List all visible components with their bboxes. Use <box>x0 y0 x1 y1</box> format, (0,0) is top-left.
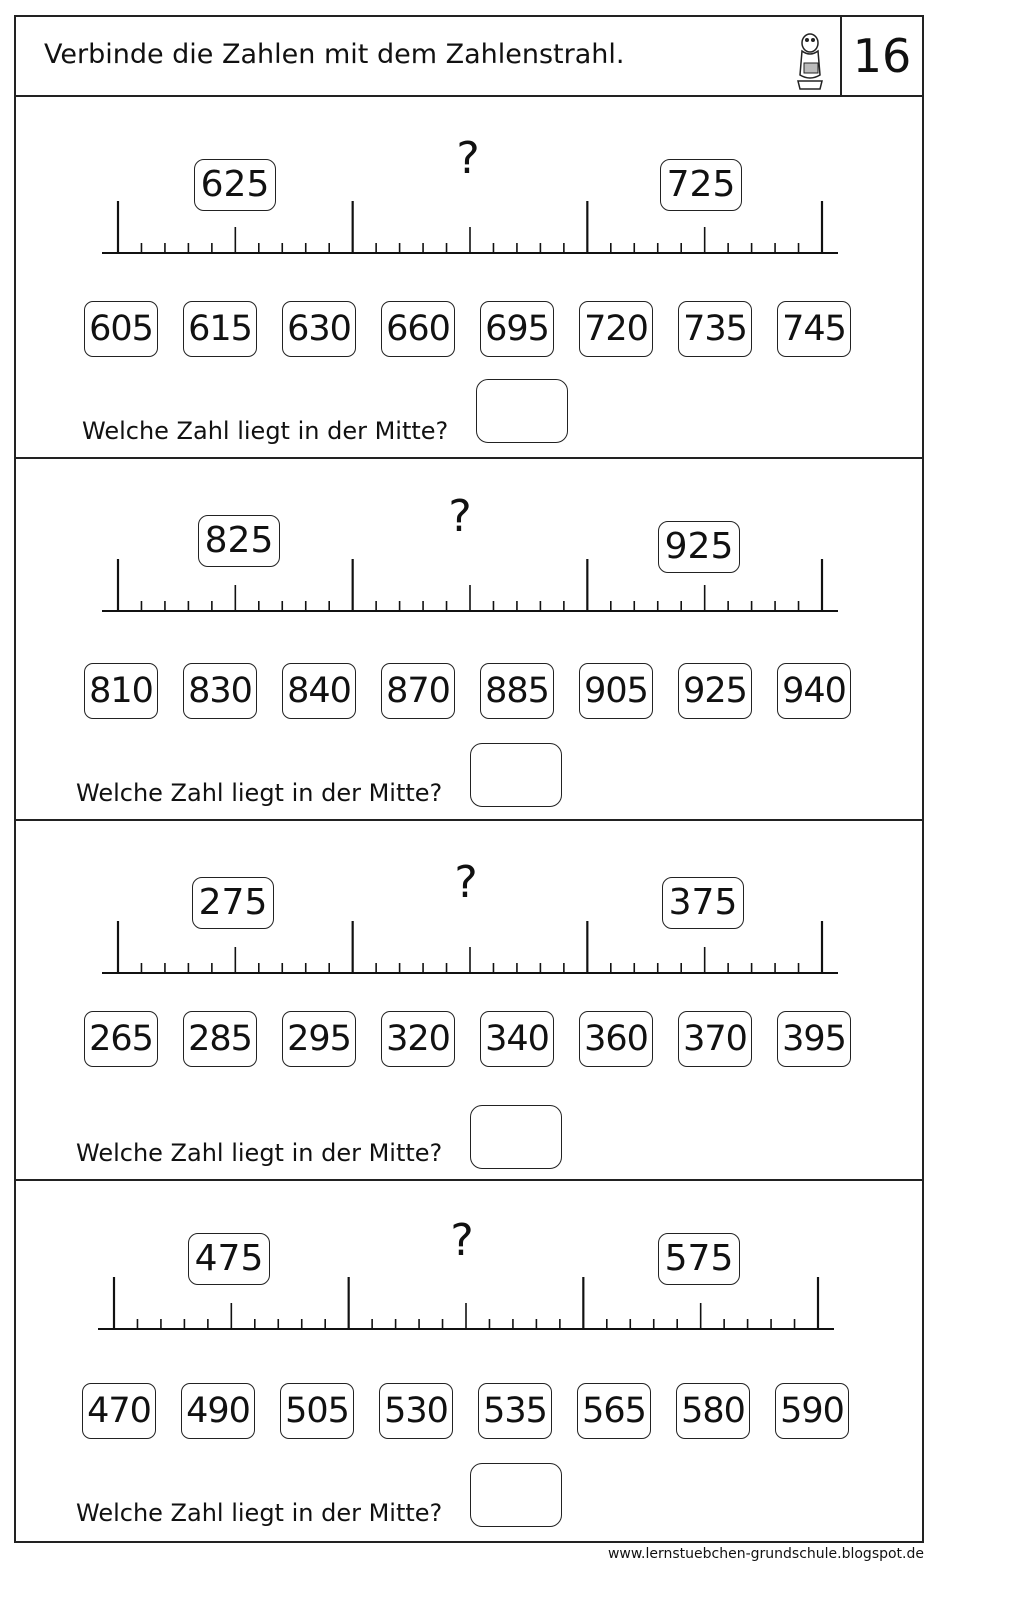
option-number[interactable]: 530 <box>379 1383 453 1439</box>
option-number[interactable]: 745 <box>777 301 851 357</box>
option-number[interactable]: 490 <box>181 1383 255 1439</box>
option-number[interactable]: 885 <box>480 663 554 719</box>
owl-reading-icon <box>790 23 830 93</box>
number-line-label-right: 575 <box>658 1233 740 1285</box>
number-line-label-right: 725 <box>660 159 742 211</box>
middle-question: Welche Zahl liegt in der Mitte? <box>76 1139 443 1167</box>
option-number[interactable]: 660 <box>381 301 455 357</box>
number-line-label-left: 475 <box>188 1233 270 1285</box>
option-number[interactable]: 360 <box>579 1011 653 1067</box>
number-line-label-right: 925 <box>658 521 740 573</box>
middle-question: Welche Zahl liegt in der Mitte? <box>76 1499 443 1527</box>
worksheet-title: Verbinde die Zahlen mit dem Zahlenstrahl. <box>44 39 625 70</box>
option-number[interactable]: 810 <box>84 663 158 719</box>
mystery-mark: ? <box>450 1215 474 1266</box>
option-number[interactable]: 370 <box>678 1011 752 1067</box>
option-number[interactable]: 285 <box>183 1011 257 1067</box>
task-section-2 <box>16 459 922 821</box>
worksheet-header <box>16 17 922 97</box>
number-line <box>102 917 838 977</box>
option-number[interactable]: 340 <box>480 1011 554 1067</box>
number-line <box>102 555 838 615</box>
number-line-label-left: 825 <box>198 515 280 567</box>
mystery-mark: ? <box>454 857 478 908</box>
task-section-1 <box>16 97 922 459</box>
option-number[interactable]: 940 <box>777 663 851 719</box>
number-line-label-left: 275 <box>192 877 274 929</box>
option-number[interactable]: 905 <box>579 663 653 719</box>
option-number[interactable]: 590 <box>775 1383 849 1439</box>
option-number[interactable]: 630 <box>282 301 356 357</box>
number-line <box>102 197 838 257</box>
option-number[interactable]: 870 <box>381 663 455 719</box>
option-number[interactable]: 605 <box>84 301 158 357</box>
mystery-mark: ? <box>456 133 480 184</box>
option-number[interactable]: 295 <box>282 1011 356 1067</box>
answer-box[interactable] <box>470 743 562 807</box>
option-number[interactable]: 535 <box>478 1383 552 1439</box>
option-number[interactable]: 830 <box>183 663 257 719</box>
footer-url: www.lernstuebchen-grundschule.blogspot.de <box>607 1546 924 1562</box>
number-line-label-left: 625 <box>194 159 276 211</box>
option-number[interactable]: 615 <box>183 301 257 357</box>
option-number[interactable]: 470 <box>82 1383 156 1439</box>
number-line-label-right: 375 <box>662 877 744 929</box>
number-line <box>98 1273 834 1333</box>
middle-question: Welche Zahl liegt in der Mitte? <box>76 779 443 807</box>
option-number[interactable]: 695 <box>480 301 554 357</box>
option-number[interactable]: 840 <box>282 663 356 719</box>
worksheet <box>14 15 924 1543</box>
option-number[interactable]: 320 <box>381 1011 455 1067</box>
page-number: 16 <box>840 17 922 95</box>
option-number[interactable]: 565 <box>577 1383 651 1439</box>
option-number[interactable]: 735 <box>678 301 752 357</box>
option-number[interactable]: 265 <box>84 1011 158 1067</box>
task-section-4 <box>16 1181 922 1543</box>
option-number[interactable]: 395 <box>777 1011 851 1067</box>
option-number[interactable]: 925 <box>678 663 752 719</box>
task-section-3 <box>16 821 922 1181</box>
option-number[interactable]: 580 <box>676 1383 750 1439</box>
option-number[interactable]: 505 <box>280 1383 354 1439</box>
option-number[interactable]: 720 <box>579 301 653 357</box>
answer-box[interactable] <box>470 1463 562 1527</box>
answer-box[interactable] <box>470 1105 562 1169</box>
answer-box[interactable] <box>476 379 568 443</box>
mystery-mark: ? <box>448 491 472 542</box>
middle-question: Welche Zahl liegt in der Mitte? <box>82 417 449 445</box>
